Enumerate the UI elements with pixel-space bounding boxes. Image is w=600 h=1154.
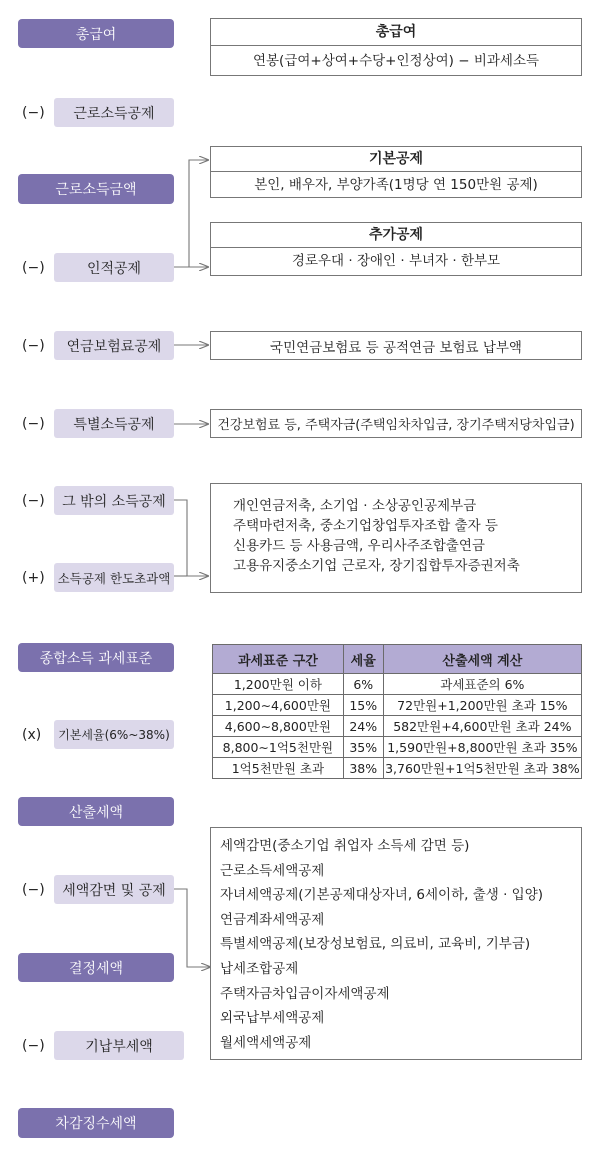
excess-limit-sign: (+) — [22, 569, 45, 586]
table-cell: 1,590만원+8,800만원 초과 35% — [383, 737, 581, 758]
table-cell: 4,600∼8,800만원 — [213, 716, 344, 737]
list-item: 주택자금차입금이자세액공제 — [220, 985, 390, 1002]
tax-credit-list — [211, 828, 581, 1055]
table-row — [213, 695, 582, 716]
table-cell: 38% — [343, 758, 383, 779]
table-cell: 35% — [343, 737, 383, 758]
rate-table-header-cell: 세율 — [343, 645, 383, 674]
additional-deduction-text: 경로우대 · 장애인 · 부녀자 · 한부모 — [291, 253, 501, 269]
pension-deduction-text: 국민연금보험료 등 공적연금 보험료 납부액 — [270, 339, 522, 356]
list-item: 자녀세액공제(기본공제대상자녀, 6세이하, 출생 · 입양) — [220, 887, 544, 904]
list-item: 근로소득세액공제 — [220, 862, 325, 879]
rate-table-header-cell: 산출세액 계산 — [383, 645, 581, 674]
tax-reduction-sign: (−) — [22, 881, 45, 898]
list-item: 고용유지중소기업 근로자, 장기집합투자증권저축 — [233, 558, 520, 574]
final-tax-label: 차감징수세액 — [18, 1108, 174, 1138]
special-deduction-sign: (−) — [22, 415, 45, 432]
basic-deduction-box — [210, 146, 582, 198]
personal-deduction-sign: (−) — [22, 259, 45, 276]
other-deduction-box — [210, 483, 582, 593]
table-cell: 1,200만원 이하 — [213, 674, 344, 695]
earned-income-amount-label: 근로소득금액 — [18, 174, 174, 204]
rate-table-header — [213, 645, 582, 674]
tax-credit-box — [210, 827, 582, 1060]
table-cell: 582만원+4,600만원 초과 24% — [383, 716, 581, 737]
additional-deduction-box — [210, 222, 582, 276]
additional-deduction-title: 추가공제 — [211, 223, 581, 248]
table-row — [213, 758, 582, 779]
tax-base-label: 종합소득 과세표준 — [18, 643, 174, 672]
table-cell: 8,800∼1억5천만원 — [213, 737, 344, 758]
excess-limit-label: 소득공제 한도초과액 — [54, 563, 174, 592]
table-cell: 3,760만원+1억5천만원 초과 38% — [383, 758, 581, 779]
list-item: 특별세액공제(보장성보험료, 의료비, 교육비, 기부금) — [220, 936, 531, 953]
special-deduction-box — [210, 409, 582, 438]
table-cell: 24% — [343, 716, 383, 737]
table-row — [213, 674, 582, 695]
table-cell: 과세표준의 6% — [383, 674, 581, 695]
tax-reduction-label: 세액감면 및 공제 — [54, 875, 174, 904]
gross-pay-box — [210, 18, 582, 76]
table-cell: 72만원+1,200만원 초과 15% — [383, 695, 581, 716]
pension-deduction-sign: (−) — [22, 337, 45, 354]
list-item: 연금계좌세액공제 — [220, 911, 325, 928]
gross-pay-box-text: 연봉(급여+상여+수당+인정상여) − 비과세소득 — [252, 53, 540, 69]
calculated-tax-label: 산출세액 — [18, 797, 174, 826]
list-item: 주택마련저축, 중소기업창업투자조합 출자 등 — [233, 518, 498, 534]
prepaid-tax-label: 기납부세액 — [54, 1031, 184, 1060]
table-row — [213, 716, 582, 737]
prepaid-tax-sign: (−) — [22, 1037, 45, 1054]
basic-rate-label: 기본세율(6%~38%) — [54, 720, 174, 749]
rate-table-header-cell: 과세표준 구간 — [213, 645, 344, 674]
pension-deduction-box — [210, 331, 582, 360]
gross-pay-box-title: 총급여 — [211, 19, 581, 46]
earned-income-deduction-sign: (−) — [22, 104, 45, 121]
list-item: 납세조합공제 — [220, 960, 299, 977]
determined-tax-label: 결정세액 — [18, 953, 174, 982]
personal-deduction-label: 인적공제 — [54, 253, 174, 282]
basic-rate-sign: (x) — [22, 726, 42, 743]
list-item: 세액감면(중소기업 취업자 소득세 감면 등) — [220, 838, 470, 854]
list-item: 신용카드 등 사용금액, 우리사주조합출연금 — [233, 538, 485, 554]
basic-deduction-text: 본인, 배우자, 부양가족(1명당 연 150만원 공제) — [254, 177, 538, 193]
list-item: 월세액세액공제 — [220, 1034, 312, 1051]
earned-income-deduction-label: 근로소득공제 — [54, 98, 174, 127]
gross-pay-label: 총급여 — [18, 19, 174, 48]
pension-deduction-label: 연금보험료공제 — [54, 331, 174, 360]
other-deduction-sign: (−) — [22, 492, 45, 509]
table-cell: 1억5천만원 초과 — [213, 758, 344, 779]
list-item: 개인연금저축, 소기업 · 소상공인공제부금 — [233, 498, 477, 514]
other-deduction-list — [211, 484, 581, 576]
table-cell: 6% — [343, 674, 383, 695]
rate-table — [212, 644, 582, 779]
table-row — [213, 737, 582, 758]
table-cell: 1,200∼4,600만원 — [213, 695, 344, 716]
special-deduction-text: 건강보험료 등, 주택자금(주택임차차입금, 장기주택저당차입금) — [217, 418, 575, 433]
basic-deduction-title: 기본공제 — [211, 147, 581, 172]
table-cell: 15% — [343, 695, 383, 716]
special-deduction-label: 특별소득공제 — [54, 409, 174, 438]
list-item: 외국납부세액공제 — [220, 1010, 325, 1027]
other-deduction-label: 그 밖의 소득공제 — [54, 486, 174, 515]
